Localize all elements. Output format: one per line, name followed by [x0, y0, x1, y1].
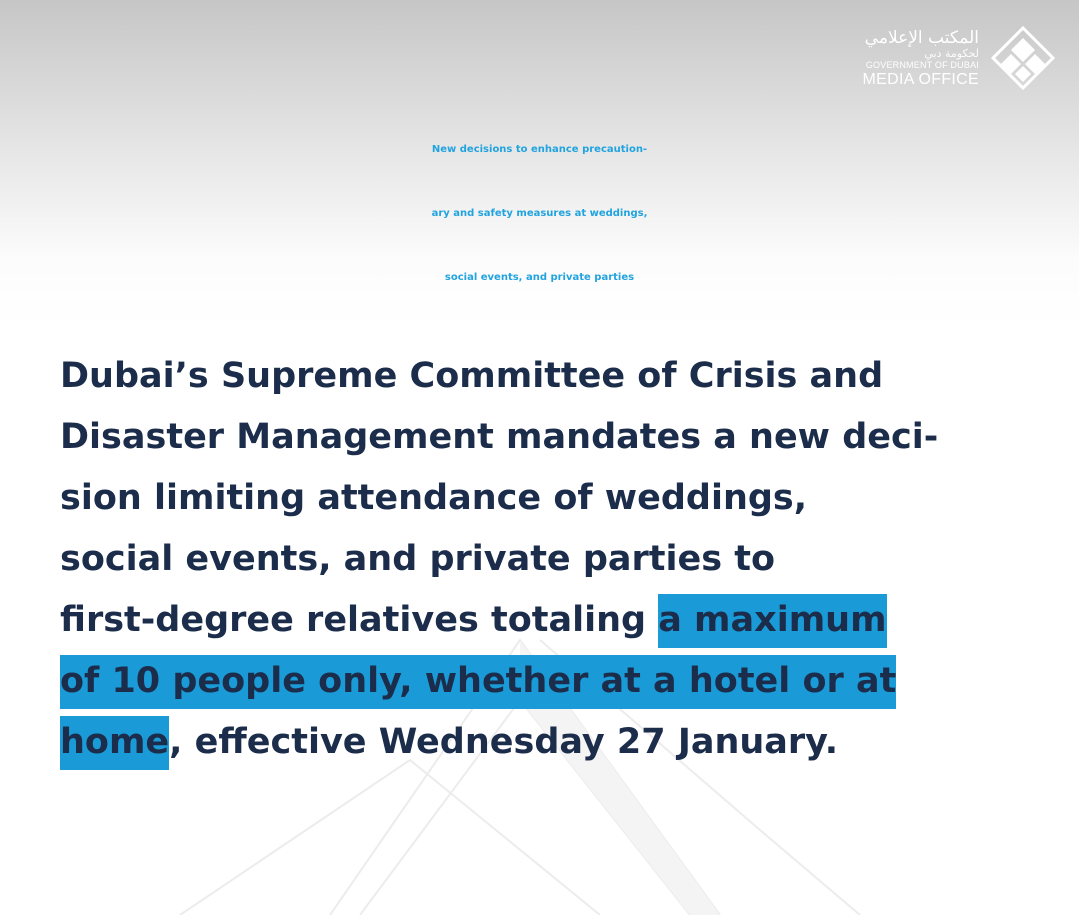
headline-line-1: New decisions to enhance precaution-: [431, 144, 648, 155]
logo-arabic-title: المكتب الإعلامي: [864, 27, 979, 48]
body-line-5: [60, 590, 1050, 651]
highlighted-text: a maximum: [658, 594, 886, 648]
announcement-body: [60, 346, 1050, 773]
body-line-7: [60, 712, 1050, 773]
body-line-3: sion limiting attendance of weddings,: [60, 478, 808, 518]
body-line-7-text: , effective Wednesday 27 January.: [169, 722, 839, 762]
body-line-6: [60, 651, 1050, 712]
logo-english-line2: MEDIA OFFICE: [862, 70, 979, 88]
highlighted-text: of 10 people only, whether at a hotel or at: [60, 655, 896, 709]
headline-line-3: social events, and private parties: [444, 272, 635, 283]
body-line-1: Dubai’s Supreme Committee of Crisis and: [60, 356, 884, 396]
logo-text: [863, 28, 980, 89]
media-office-logo: [863, 26, 1056, 90]
logo-english-line1: GOVERNMENT OF DUBAI: [865, 59, 979, 70]
logo-arabic-subtitle: لحكومة دبي: [924, 46, 979, 60]
highlighted-text: home: [60, 716, 169, 770]
headline: [0, 118, 1079, 310]
headline-line-2: ary and safety measures at weddings,: [431, 208, 648, 219]
body-line-2: Disaster Management mandates a new deci-: [60, 417, 939, 457]
diamond-logo-icon: [991, 26, 1055, 90]
body-line-5-text: first-degree relatives totaling: [60, 600, 659, 640]
body-line-4: social events, and private parties to: [60, 539, 776, 579]
